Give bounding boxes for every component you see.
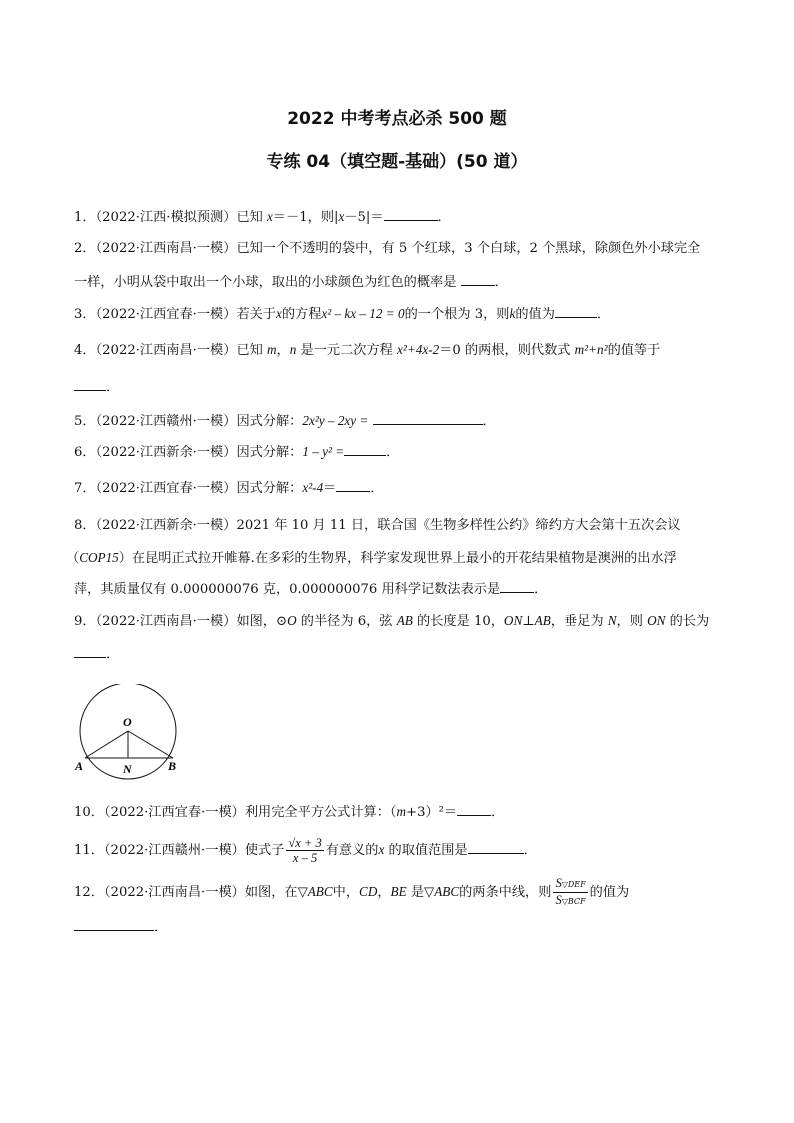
question-9-line-2: ． [74, 645, 119, 664]
answer-blank[interactable] [500, 580, 534, 593]
answer-blank[interactable] [555, 305, 597, 318]
question-2-line-2: 一样，小明从袋中取出一个小球，取出的小球颜色为红色的概率是 ． [74, 275, 508, 290]
radius-oa [85, 731, 128, 758]
label-a: A [75, 759, 84, 773]
question-8-line-1: 8．（2022·江西新余·一模）2021 年 10 月 11 日，联合国《生物多样性公约》缔约方大会第十五次会议 [74, 518, 681, 533]
answer-blank[interactable] [373, 412, 483, 425]
label-b: B [168, 759, 177, 773]
question-8-line-2: （COP15）在昆明正式拉开帷幕.在多彩的生物界，科学家发现世界上最小的开花结果植物是澳洲的出水浮 [66, 550, 677, 566]
answer-blank[interactable] [74, 918, 154, 931]
question-10: 10．（2022·江西宜春·一模）利用完全平方公式计算：（m+3）²＝ ． [74, 804, 505, 820]
answer-blank[interactable] [461, 273, 495, 286]
area-ratio-fraction: $\frac{\text{S▽DEF}}{\text{S▽BCF}}$ [555, 876, 586, 907]
page-title: 2022 中考考点必杀 500 题 [287, 109, 507, 129]
question-5: 5．（2022·江西赣州·一模）因式分解：2x²y – 2xy = ． [74, 413, 496, 429]
radius-ob [128, 731, 173, 758]
fraction: $\frac{√x + 3}{x - 5}$ [288, 836, 322, 865]
question-3: 3．（2022·江西宜春·一模）若关于x的方程x² – kx – 12 = 0的一个根为 3，则k的值为 ． [74, 306, 611, 322]
question-8-line-3: 萍，其质量仅有 0.000000076 克，0.000000076 用科学记数法表示是 ． [74, 582, 548, 597]
answer-blank[interactable] [74, 645, 106, 658]
answer-blank[interactable] [336, 479, 370, 492]
page-subtitle: 专练 04（填空题-基础）(50 道） [266, 152, 528, 172]
question-12-line-2: ． [74, 918, 167, 937]
question-6: 6．（2022·江西新余·一模）因式分解：1 – y² = ． [74, 444, 400, 460]
answer-blank[interactable] [74, 378, 106, 391]
label-n: N [123, 762, 132, 776]
question-2-line-1: 2．（2022·江西南昌·一模）已知一个不透明的袋中，有 5 个红球，3 个白球，2 个黑球，除颜色外小球完全 [74, 241, 701, 256]
answer-blank[interactable] [344, 443, 386, 456]
label-o: O [123, 715, 132, 729]
question-4-line-2: ． [74, 378, 119, 397]
question-1: 1．（2022·江西·模拟预测）已知 x＝－1，则|x－5|＝ ． [74, 209, 451, 225]
question-7: 7．（2022·江西宜春·一模）因式分解：x²-4＝ ． [74, 480, 384, 496]
circle-figure [70, 684, 190, 784]
question-9-line-1: 9．（2022·江西南昌·一模）如图，⊙O 的半径为 6，弦 AB 的长度是 10，ON⊥AB，垂足为 N，则 ON 的长为 [74, 613, 710, 629]
answer-blank[interactable] [457, 803, 491, 816]
answer-blank[interactable] [384, 208, 438, 221]
question-4-line-1: 4．（2022·江西南昌·一模）已知 m，n 是一元二次方程 x²+4x-2＝0 的两根，则代数式 m²+n²的值等于 [74, 342, 661, 358]
question-12-line-1: 12．（2022·江西南昌·一模）如图，在▽ABC中，CD，BE 是▽ABC的两条中线，则 $\frac{\text{S▽DEF}}{\text{S▽BCF}}$ 的值为 [74, 876, 630, 907]
answer-blank[interactable] [468, 841, 524, 854]
question-11: 11．（2022·江西赣州·一模）使式子 $\frac{√x + 3}{x - 5}$ 有意义的x 的取值范围是 ． [74, 836, 537, 865]
